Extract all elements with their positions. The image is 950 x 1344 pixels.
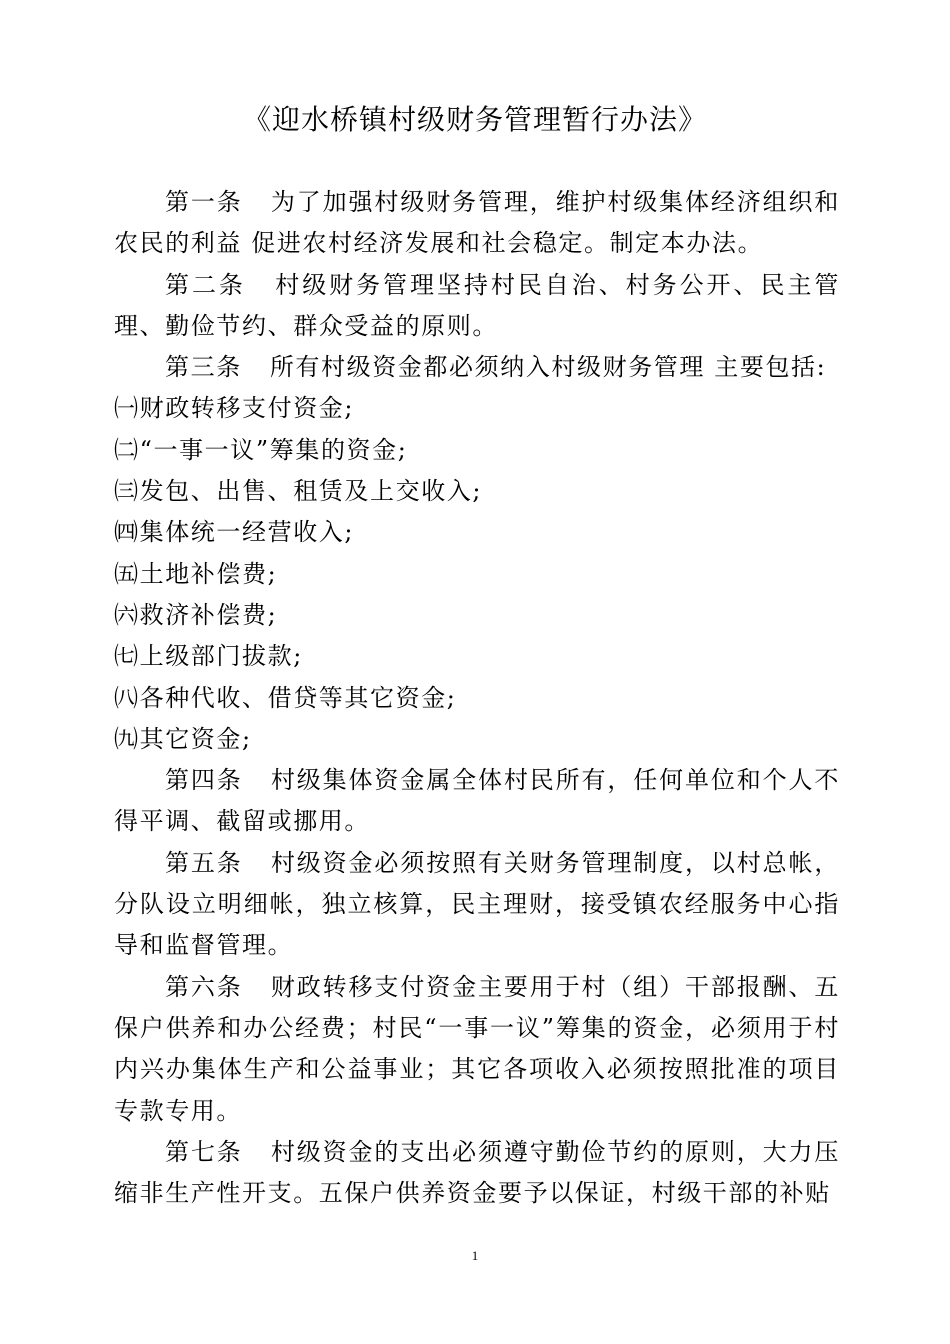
fund-item: ㈦上级部门拔款; (114, 642, 303, 671)
article-2 (114, 265, 840, 348)
article-6 (114, 967, 840, 1132)
article-7 (114, 1132, 840, 1215)
article-label: 第七条 (165, 1137, 243, 1166)
article-text: 村级资金的支出必须遵守勤俭节约的原则，大力压缩非生产性开支。五保户供养资金要予以保证，村级干部的补贴 (114, 1137, 840, 1208)
document-title: 《迎水桥镇村级财务管理暂行办法》 (242, 103, 707, 136)
fund-item: ㈨其它资金; (114, 724, 252, 753)
article-text: 财政转移支付资金主要用于村（组）干部报酬、五保户供养和办公经费；村民“一事一议”筹集的资金，必须用于村内兴办集体生产和公益事业；其它各项收入必须按照批准的项目专款专用。 (114, 972, 840, 1125)
article-text: 村级集体资金属全体村民所有，任何单位和个人不得平调、截留或挪用。 (114, 766, 840, 836)
fund-item: ㈡“一事一议”筹集的资金; (114, 435, 408, 464)
fund-item: ㈤土地补偿费; (114, 559, 278, 588)
article-5 (114, 843, 840, 967)
article-text: 所有村级资金都必须纳入村级财务管理 主要包括: (269, 353, 827, 382)
fund-item: ㈢发包、出售、租赁及上交收入; (114, 477, 483, 506)
article-text: 村级资金必须按照有关财务管理制度，以村总帐，分队设立明细帐，独立核算，民主理财，接受镇农经服务中心指导和监督管理。 (114, 848, 840, 960)
document-body (114, 182, 840, 1214)
page-number: 1 (471, 1248, 479, 1263)
article-1 (114, 182, 840, 265)
fund-item: ㈣集体统一经营收入; (114, 518, 355, 547)
article-label: 第四条 (165, 766, 243, 795)
article-label: 第二条 (165, 270, 246, 299)
article-label: 第三条 (165, 353, 242, 382)
fund-item: ㈠财政转移支付资金; (114, 394, 355, 423)
fund-item: ㈧各种代收、借贷等其它资金; (114, 683, 457, 712)
article-4 (114, 760, 840, 843)
article-label: 第五条 (165, 848, 243, 877)
article-label: 第一条 (165, 188, 243, 216)
article-text: 为了加强村级财务管理，维护村级集体经济组织和农民的利益 促进农村经济发展和社会稳定。制定本办法。 (114, 188, 840, 258)
fund-item: ㈥救济补偿费; (114, 600, 278, 629)
article-label: 第六条 (165, 972, 243, 1001)
article-3 (114, 347, 840, 388)
article-text: 村级财务管理坚持村民自治、村务公开、民主管理、勤俭节约、群众受益的原则。 (114, 270, 840, 340)
